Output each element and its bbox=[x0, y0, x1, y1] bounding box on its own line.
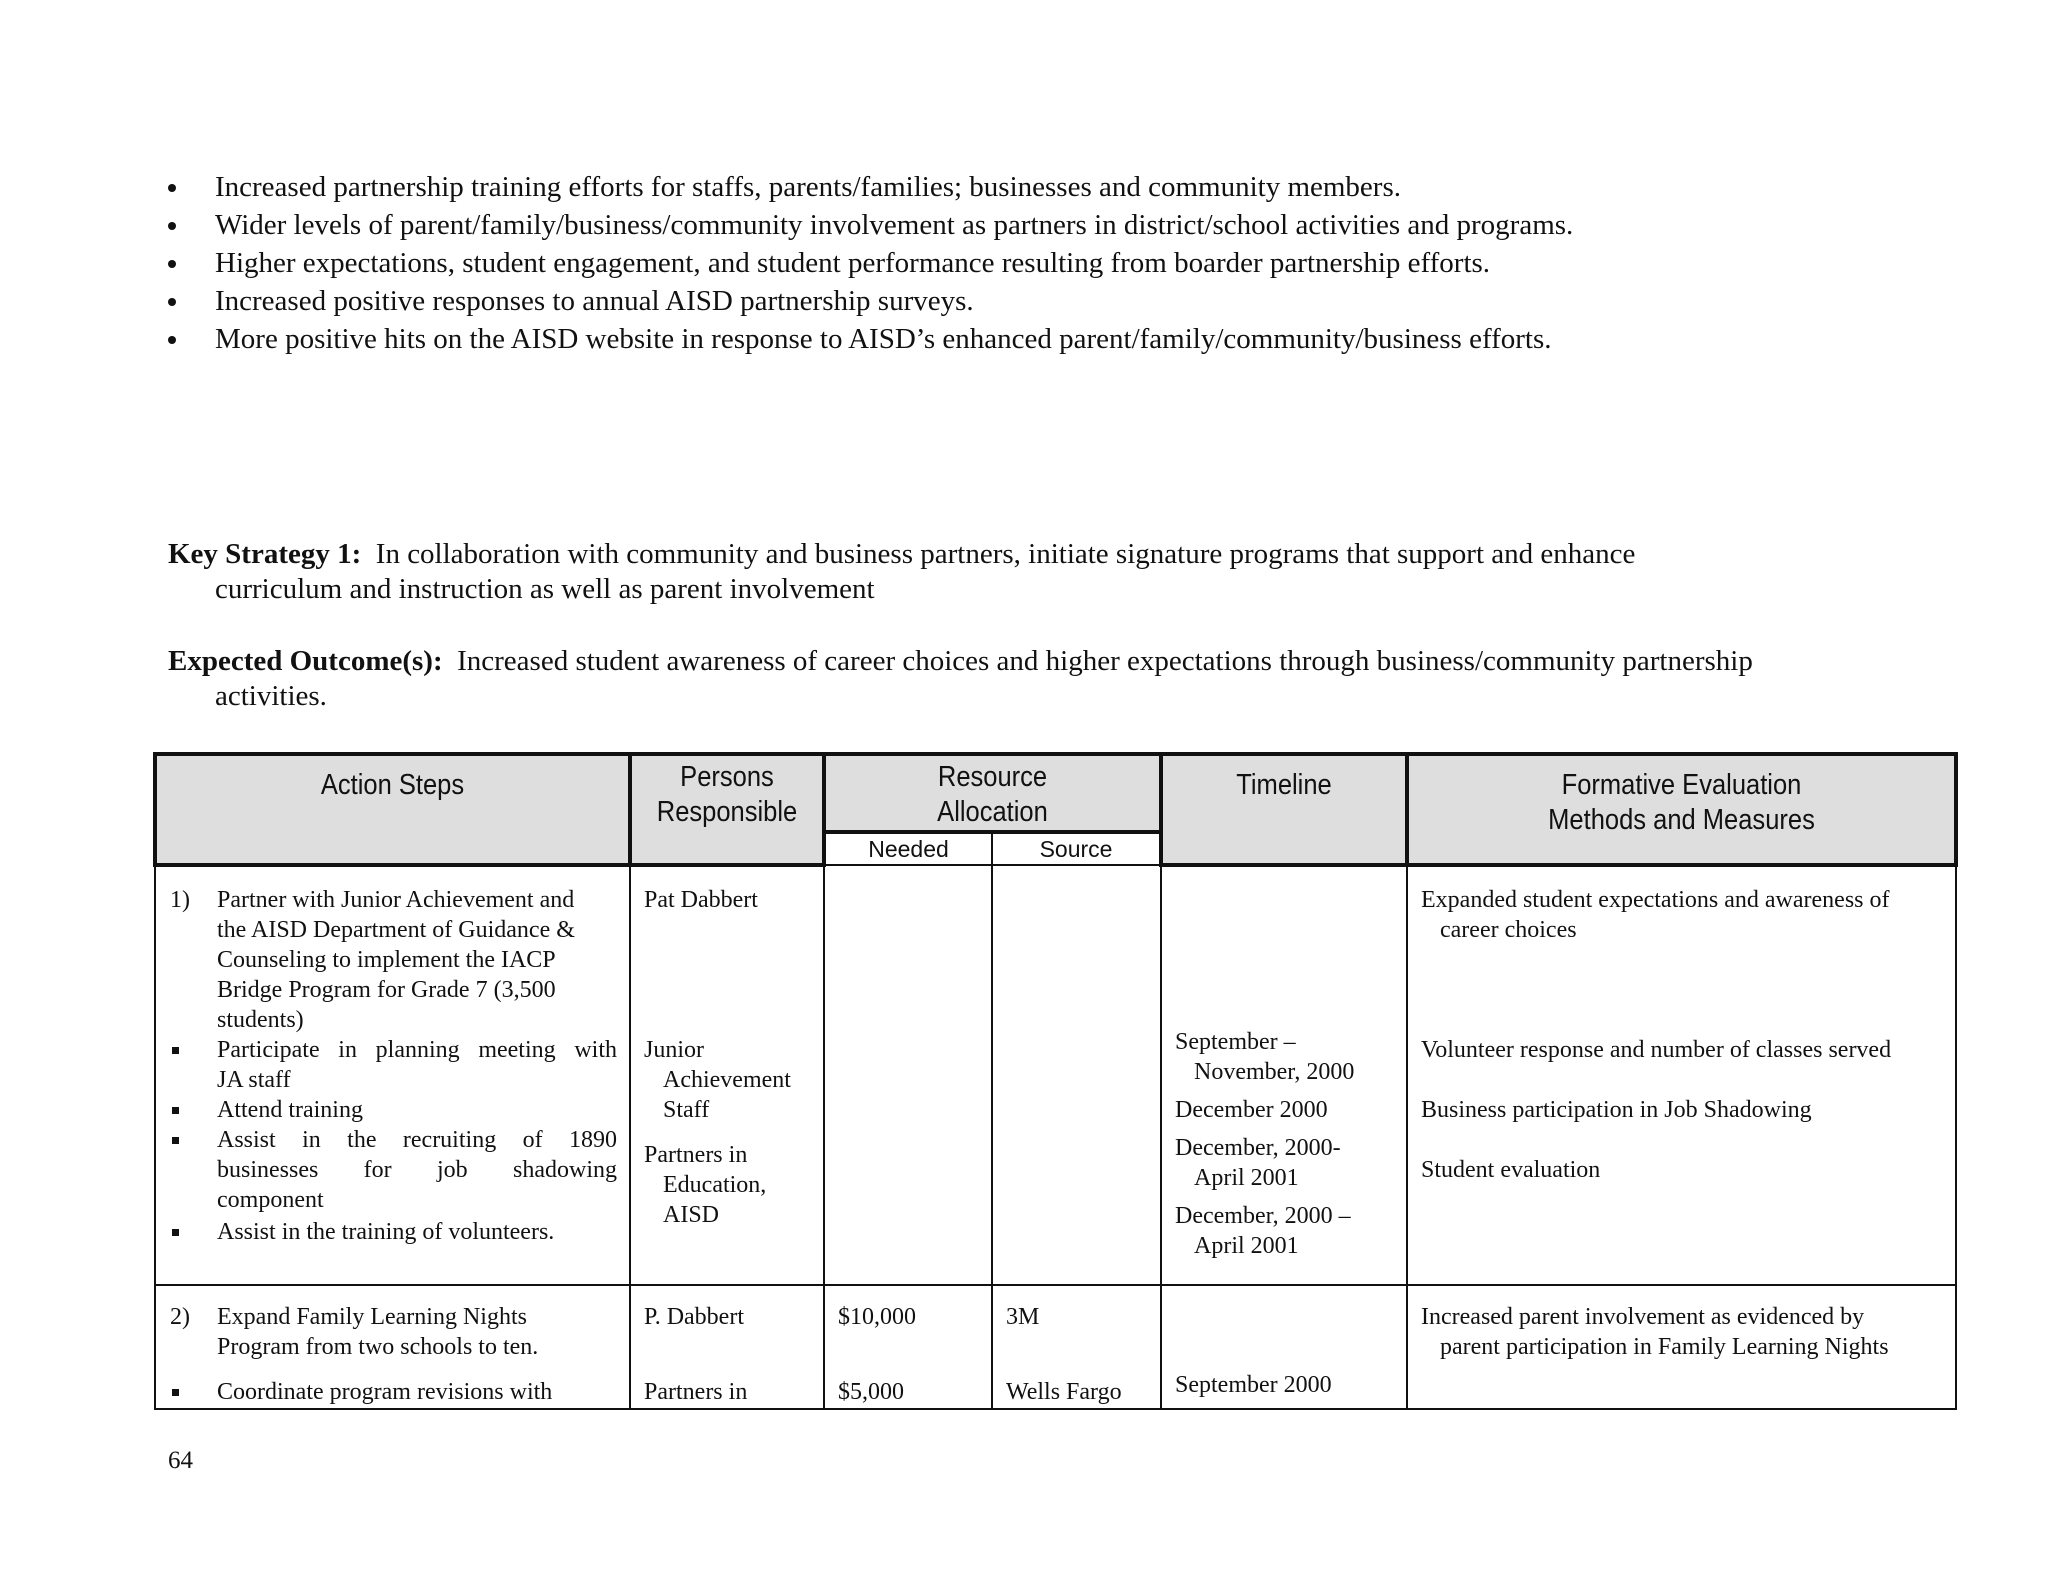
action-text: students) bbox=[217, 1007, 304, 1033]
sub-step-text: Coordinate program revisions with bbox=[217, 1379, 553, 1405]
expected-outcome-text: Increased student awareness of career choices and higher expectations through business/community partnership bbox=[457, 645, 1753, 677]
key-strategy-label: Key Strategy 1: bbox=[168, 538, 362, 570]
bullet-text: Increased positive responses to annual AISD partnership surveys. bbox=[215, 285, 974, 317]
header-persons-line2: Responsible bbox=[656, 796, 798, 828]
persons-cell bbox=[630, 865, 824, 1285]
timeline-text: November, 2000 bbox=[1194, 1059, 1355, 1085]
key-strategy-text-continued: curriculum and instruction as well as parent involvement bbox=[215, 573, 875, 605]
person-text: P. Dabbert bbox=[644, 1304, 744, 1330]
sub-step-text: component bbox=[217, 1187, 324, 1213]
sub-step-text: businesses for job shadowing bbox=[217, 1157, 617, 1183]
timeline-text: December 2000 bbox=[1175, 1097, 1328, 1123]
formative-cell bbox=[1407, 865, 1956, 1285]
bullet-dot-icon bbox=[168, 222, 176, 230]
action-text: Counseling to implement the IACP bbox=[217, 947, 556, 973]
formative-text: Volunteer response and number of classes served bbox=[1421, 1037, 1892, 1063]
expected-outcome-text-continued: activities. bbox=[215, 680, 327, 712]
square-bullet-icon bbox=[172, 1389, 179, 1396]
bullet-text: Higher expectations, student engagement, and student performance resulting from boarder partnership efforts. bbox=[215, 247, 1491, 279]
timeline-text: September – bbox=[1175, 1029, 1296, 1055]
bullet-text: Wider levels of parent/family/business/community involvement as partners in district/school activities and programs. bbox=[215, 209, 1574, 241]
needed-cell bbox=[824, 1285, 992, 1409]
bullet-item bbox=[168, 244, 1573, 282]
formative-text: Expanded student expectations and awareness of bbox=[1421, 887, 1890, 913]
header-formative-line1: Formative Evaluation bbox=[1561, 769, 1802, 801]
source-name: Wells Fargo bbox=[1006, 1379, 1122, 1405]
header-action-steps-label: Action Steps bbox=[320, 769, 465, 801]
outcome-bullet-list bbox=[168, 168, 1573, 358]
action-steps-cell bbox=[155, 1285, 630, 1409]
square-bullet-icon bbox=[172, 1229, 179, 1236]
action-text: Program from two schools to ten. bbox=[217, 1334, 539, 1360]
formative-text: parent participation in Family Learning Nights bbox=[1440, 1334, 1889, 1360]
person-text: Achievement bbox=[663, 1067, 791, 1093]
needed-amount: $5,000 bbox=[838, 1379, 904, 1405]
table-row bbox=[155, 865, 1956, 1285]
key-strategy-text: In collaboration with community and business partners, initiate signature programs that support and enhance bbox=[375, 538, 1636, 570]
action-text: the AISD Department of Guidance & bbox=[217, 917, 575, 943]
header-formative-evaluation bbox=[1407, 754, 1956, 865]
action-text: Bridge Program for Grade 7 (3,500 bbox=[217, 977, 556, 1003]
persons-cell bbox=[630, 1285, 824, 1409]
timeline-text: April 2001 bbox=[1194, 1233, 1299, 1259]
header-formative-line2: Methods and Measures bbox=[1548, 804, 1815, 836]
timeline-cell bbox=[1161, 1285, 1407, 1409]
expected-outcome bbox=[168, 644, 1928, 714]
action-steps-cell bbox=[155, 865, 630, 1285]
person-text: Partners in bbox=[644, 1142, 748, 1168]
source-cell bbox=[992, 865, 1161, 1285]
bullet-dot-icon bbox=[168, 298, 176, 306]
header-resource-allocation bbox=[824, 754, 1161, 832]
sub-step-text: JA staff bbox=[217, 1067, 291, 1093]
key-strategy bbox=[168, 537, 1928, 607]
bullet-dot-icon bbox=[168, 336, 176, 344]
action-text: Partner with Junior Achievement and bbox=[217, 887, 575, 913]
source-name: 3M bbox=[1006, 1304, 1040, 1330]
header-timeline-label: Timeline bbox=[1236, 769, 1332, 801]
needed-cell bbox=[824, 865, 992, 1285]
action-text: Expand Family Learning Nights bbox=[217, 1304, 527, 1330]
header-needed: Needed bbox=[824, 832, 992, 865]
header-persons-line1: Persons bbox=[680, 761, 774, 793]
row-number: 1) bbox=[170, 887, 190, 913]
header-resource-line1: Resource bbox=[937, 761, 1048, 793]
formative-text: Student evaluation bbox=[1421, 1157, 1601, 1183]
header-source: Source bbox=[992, 832, 1161, 865]
bullet-text: Increased partnership training efforts for staffs, parents/families; businesses and community members. bbox=[215, 171, 1401, 203]
formative-text: Increased parent involvement as evidenced by bbox=[1421, 1304, 1865, 1330]
sub-step-text: Participate in planning meeting with bbox=[217, 1037, 617, 1063]
page-number: 64 bbox=[168, 1447, 193, 1474]
action-plan-table bbox=[153, 752, 1958, 1410]
expected-outcome-label: Expected Outcome(s): bbox=[168, 645, 443, 677]
timeline-text: April 2001 bbox=[1194, 1165, 1299, 1191]
formative-text: Business participation in Job Shadowing bbox=[1421, 1097, 1812, 1123]
table-row bbox=[155, 1285, 1956, 1409]
person-text: Partners in bbox=[644, 1379, 748, 1405]
square-bullet-icon bbox=[172, 1137, 179, 1144]
square-bullet-icon bbox=[172, 1107, 179, 1114]
header-persons-responsible bbox=[630, 754, 824, 865]
person-text: Junior bbox=[644, 1037, 704, 1063]
timeline-text: December, 2000 – bbox=[1175, 1203, 1351, 1229]
header-action-steps bbox=[155, 754, 630, 865]
timeline-cell bbox=[1161, 865, 1407, 1285]
bullet-item bbox=[168, 168, 1573, 206]
sub-step-text: Assist in the recruiting of 1890 bbox=[217, 1127, 617, 1153]
formative-text: career choices bbox=[1440, 917, 1577, 943]
row-number: 2) bbox=[170, 1304, 190, 1330]
bullet-dot-icon bbox=[168, 260, 176, 268]
source-cell bbox=[992, 1285, 1161, 1409]
bullet-dot-icon bbox=[168, 184, 176, 192]
timeline-text: September 2000 bbox=[1175, 1372, 1332, 1398]
person-text: Pat Dabbert bbox=[644, 887, 758, 913]
square-bullet-icon bbox=[172, 1047, 179, 1054]
needed-amount: $10,000 bbox=[838, 1304, 916, 1330]
person-text: Staff bbox=[663, 1097, 710, 1123]
person-text: Education, bbox=[663, 1172, 767, 1198]
sub-step-text: Assist in the training of volunteers. bbox=[217, 1219, 555, 1245]
person-text: AISD bbox=[663, 1202, 720, 1228]
formative-cell bbox=[1407, 1285, 1956, 1409]
sub-step-text: Attend training bbox=[217, 1097, 363, 1123]
timeline-text: December, 2000- bbox=[1175, 1135, 1341, 1161]
bullet-text: More positive hits on the AISD website in response to AISD’s enhanced parent/family/community/business efforts. bbox=[215, 323, 1552, 355]
header-resource-line2: Allocation bbox=[937, 796, 1048, 828]
bullet-item bbox=[168, 282, 1573, 320]
header-timeline bbox=[1161, 754, 1407, 865]
bullet-item bbox=[168, 206, 1573, 244]
bullet-item bbox=[168, 320, 1573, 358]
